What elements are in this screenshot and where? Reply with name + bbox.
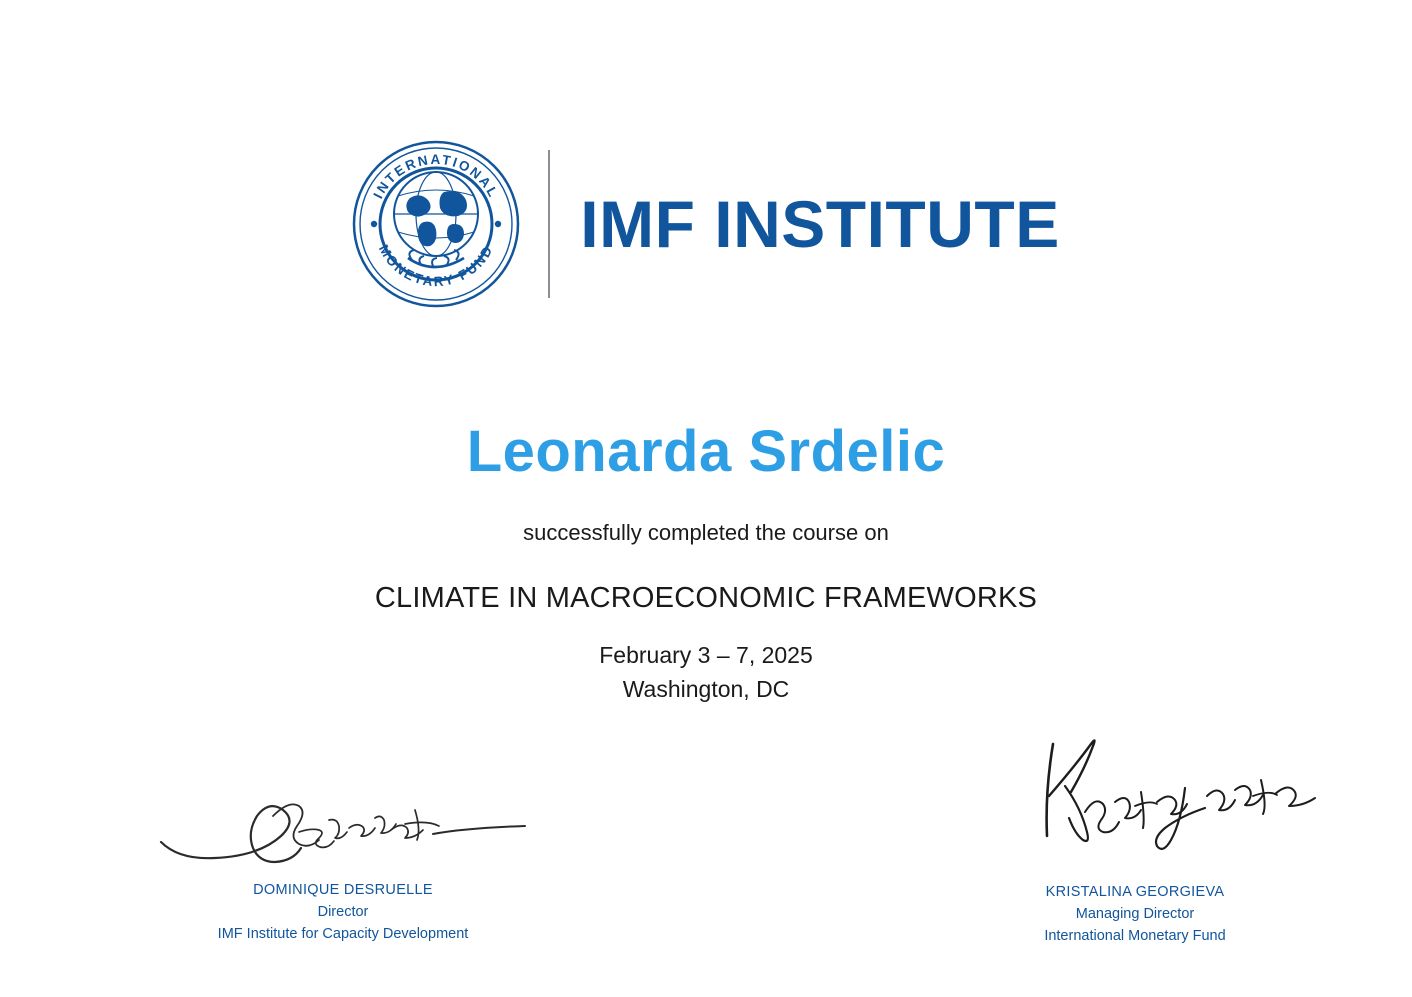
signatory-organization: International Monetary Fund (1044, 928, 1226, 944)
header-divider (548, 150, 550, 298)
signatory-name: DOMINIQUE DESRUELLE (253, 882, 433, 898)
imf-institute-wordmark: IMF INSTITUTE (580, 187, 1060, 261)
certificate-header (0, 140, 1412, 308)
completion-statement: successfully completed the course on (523, 520, 889, 545)
course-location: Washington, DC (622, 676, 790, 702)
signature-image-georgieva (900, 722, 1370, 872)
signature-image-desruelle (108, 760, 578, 870)
seal-bottom-arc-text: MONETARY FUND (376, 242, 497, 290)
signatory-title: Director (317, 904, 369, 920)
signatory-organization: IMF Institute for Capacity Development (217, 926, 469, 942)
recipient-name: Leonarda Srdelic (466, 419, 946, 484)
course-dates: February 3 – 7, 2025 (599, 642, 813, 668)
signatory-name: KRISTALINA GEORGIEVA (1045, 884, 1225, 900)
course-title: CLIMATE IN MACROECONOMIC FRAMEWORKS (374, 582, 1038, 614)
seal-top-arc-text: INTERNATIONAL (370, 151, 502, 201)
signatory-title: Managing Director (1075, 906, 1195, 922)
imf-seal-icon (352, 140, 520, 308)
signature-block-left (108, 760, 578, 942)
signature-block-right (900, 722, 1370, 944)
